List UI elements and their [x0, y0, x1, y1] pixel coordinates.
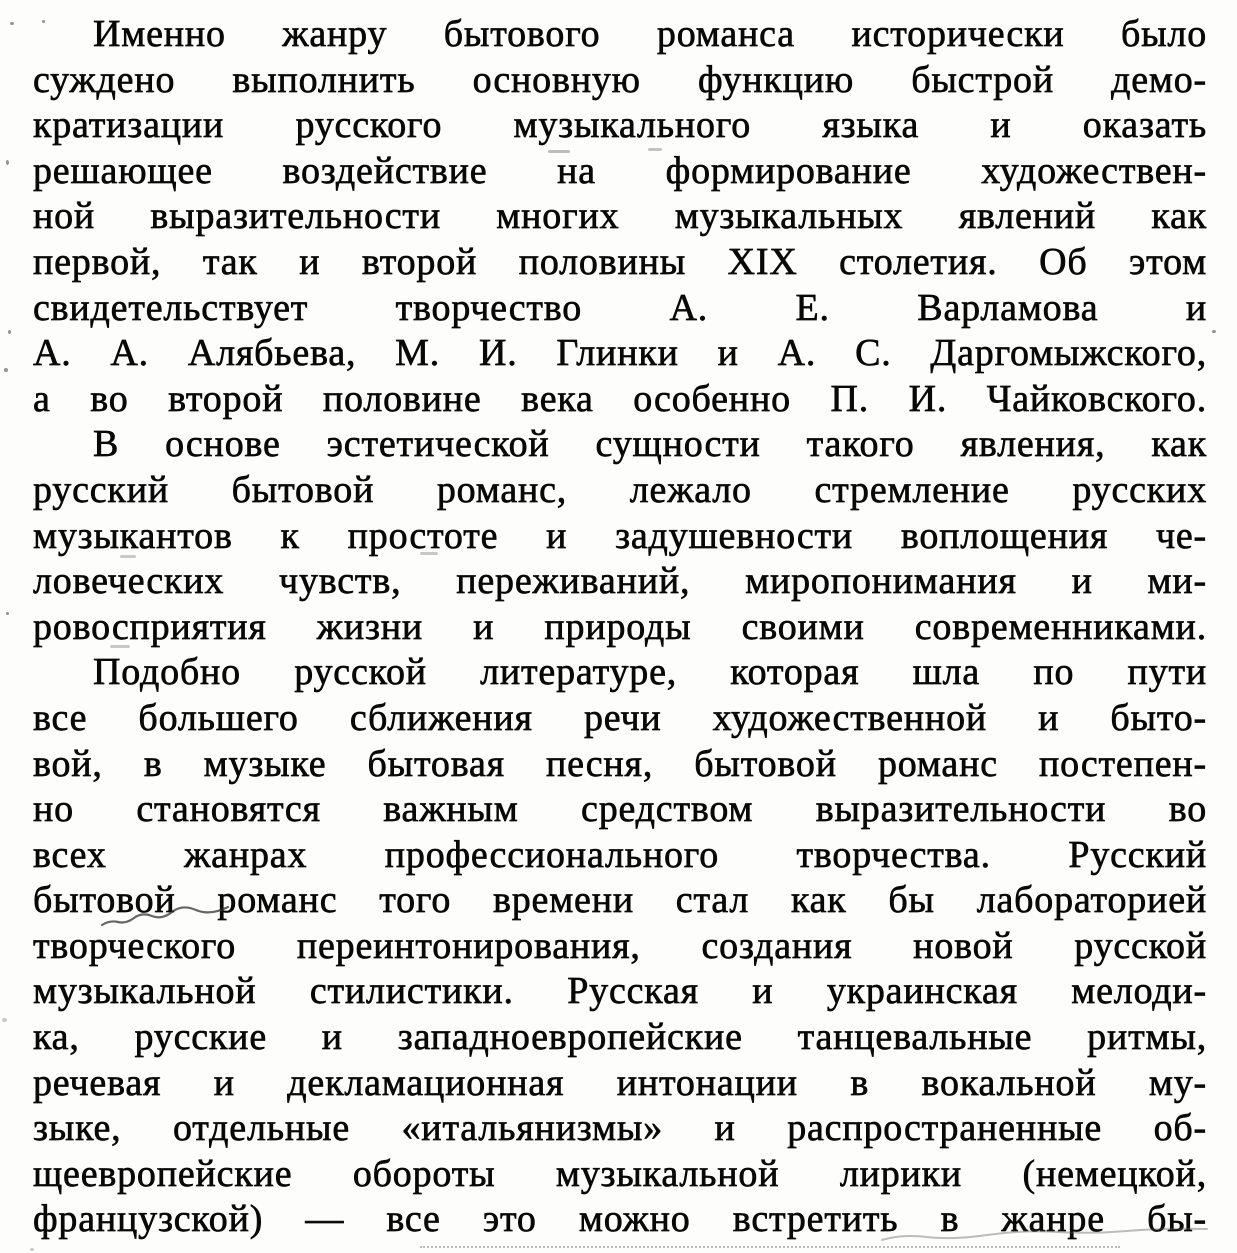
text-line: ровосприятия жизни и природы своими современниками. [33, 605, 1207, 648]
text-line: русский бытовой романс, лежало стремление русских [33, 468, 1207, 511]
text-line: Подобно русской литературе, которая шла по пути [93, 651, 1207, 694]
scan-noise-speck [6, 612, 9, 615]
text-line: французской) — все это можно встретить в жанре бы- [33, 1198, 1207, 1241]
text-line: вой, в музыке бытовая песня, бытовой романс постепен- [33, 742, 1207, 785]
text-line: щеевропейские обороты музыкальной лирики (немецкой, [33, 1152, 1207, 1195]
scan-noise-speck [420, 552, 438, 555]
text-line: кратизации русского музыкального языка и оказать [33, 104, 1207, 147]
text-line: зыке, отдельные «итальянизмы» и распространенные об- [33, 1107, 1207, 1150]
scan-noise-speck [30, 1248, 34, 1251]
text-line: В основе эстетической сущности такого явления, как [93, 423, 1207, 466]
text-line: все большего сближения речи художественной и быто- [33, 696, 1207, 739]
text-line: всех жанрах профессионального творчества. Русский [33, 833, 1207, 876]
scan-noise-speck [648, 148, 662, 151]
scan-noise-speck [120, 555, 136, 558]
body-text [33, 12, 1207, 1243]
text-line: суждено выполнить основную функцию быстрой демо- [33, 58, 1207, 101]
scan-noise-speck [1212, 330, 1216, 333]
text-line: решающее воздействие на формирование художествен- [33, 149, 1207, 192]
text-line: А. А. Алябьева, М. И. Глинки и А. С. Даргомыжского, [33, 332, 1207, 375]
scan-noise-speck [6, 160, 9, 165]
text-line: бытовой романс того времени стал как бы лабораторией [33, 879, 1207, 922]
pencil-underline-mark [100, 905, 230, 929]
text-line: музыкантов к простоте и задушевности воплощения че- [33, 514, 1207, 557]
scan-noise-speck [10, 22, 14, 25]
scan-noise-speck [2, 1018, 7, 1022]
text-line: ной выразительности многих музыкальных явлений как [33, 195, 1207, 238]
text-line: музыкальной стилистики. Русская и украинская мелоди- [33, 970, 1207, 1013]
text-line: речевая и декламационная интонации в вокальной му- [33, 1061, 1207, 1104]
text-line: Именно жанру бытового романса исторически было [93, 13, 1207, 55]
scan-noise-speck [110, 645, 130, 648]
faint-underline-mark [880, 1228, 1210, 1246]
text-line: первой, так и второй половины XIX столетия. Об этом [33, 240, 1207, 283]
text-line: ка, русские и западноевропейские танцевальные ритмы, [33, 1016, 1207, 1059]
scan-noise-speck [548, 150, 570, 153]
text-line: свидетельствует творчество А. Е. Варламова и [33, 286, 1207, 329]
bottom-scan-artifact [420, 1246, 1120, 1248]
scan-noise-speck [8, 330, 11, 334]
text-line: ловеческих чувств, переживаний, миропонимания и ми- [33, 560, 1207, 603]
text-line: творческого переинтонирования, создания новой русской [33, 924, 1207, 967]
text-line: но становятся важным средством выразительности во [33, 788, 1207, 831]
text-line: а во второй половине века особенно П. И. Чайковского. [33, 377, 1207, 420]
scan-noise-speck [42, 20, 45, 23]
scan-noise-speck [4, 368, 8, 372]
